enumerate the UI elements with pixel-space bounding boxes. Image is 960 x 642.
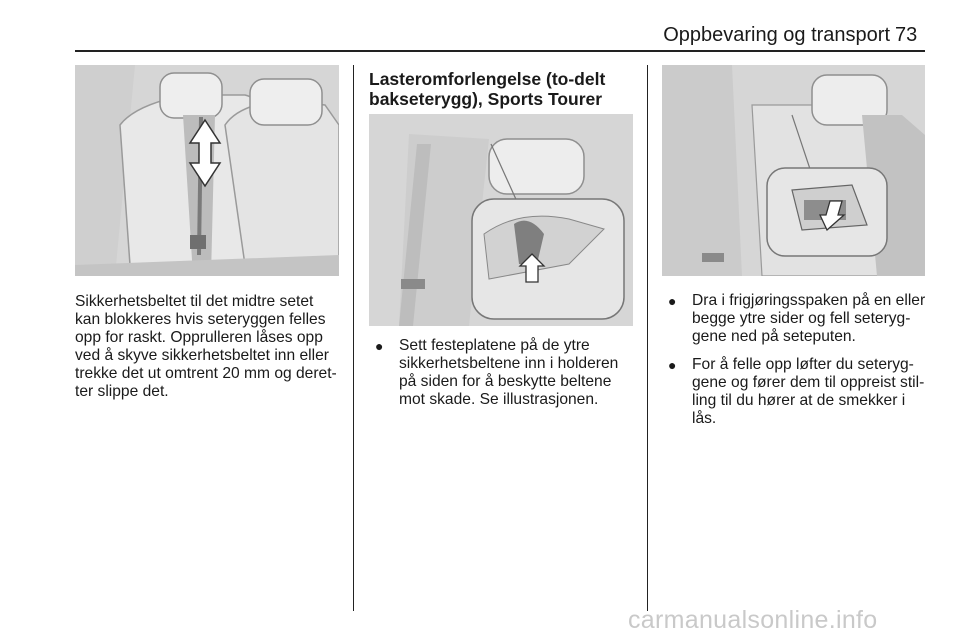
rear-seat-belt-height-arrow-illustration-icon <box>75 65 339 276</box>
figure-release-lever <box>662 65 925 276</box>
text-line: ling til du hører at de smekker i <box>692 392 906 409</box>
text-line: sikkerhetsbeltene inn i holderen <box>399 355 619 372</box>
text-line: Sett festeplatene på de ytre <box>399 337 590 354</box>
header-rule <box>75 50 925 52</box>
watermark-text: carmanualsonline.info <box>628 606 878 634</box>
heading-line: Lasteromforlengelse (to-delt <box>369 69 606 89</box>
column-divider-2 <box>647 65 648 611</box>
text-line: ved å skyve sikkerhetsbeltet inn eller <box>75 347 329 364</box>
text-line: begge ytre sider og fell seteryg- <box>692 310 911 327</box>
text-line: Dra i frigjøringsspaken på en eller <box>692 292 926 309</box>
bullet-list-column2 <box>369 337 644 419</box>
text-line: kan blokkeres hvis seteryggen felles <box>75 311 326 328</box>
page-number: 73 <box>895 24 918 46</box>
paragraph-seat-belt-middle <box>75 293 345 401</box>
figure-rear-seat-belt <box>75 65 339 276</box>
list-item <box>369 337 644 409</box>
text-line: For å felle opp løfter du seteryg- <box>692 356 914 373</box>
text-line: mot skade. Se illustrasjonen. <box>399 391 599 408</box>
section-heading <box>369 69 639 109</box>
figure-belt-holder <box>369 114 633 326</box>
list-item <box>662 356 930 428</box>
bullet-icon: ● <box>668 357 677 373</box>
text-line: gene ned på seteputen. <box>692 328 856 345</box>
bullet-icon: ● <box>668 293 677 309</box>
text-line: Sikkerhetsbeltet til det midtre setet <box>75 293 314 310</box>
bullet-list-column3 <box>662 292 930 438</box>
belt-holder-detail-illustration-icon <box>369 114 633 326</box>
heading-line: bakseterygg), Sports Tourer <box>369 89 603 109</box>
text-line: trekke det ut omtrent 20 mm og deret- <box>75 365 337 382</box>
release-lever-detail-illustration-icon <box>662 65 925 276</box>
text-line: lås. <box>692 410 717 427</box>
bullet-icon: ● <box>375 338 384 354</box>
text-line: opp for raskt. Opprulleren låses opp <box>75 329 323 346</box>
column-divider-1 <box>353 65 354 611</box>
text-line: på siden for å beskytte beltene <box>399 373 612 390</box>
text-line: gene og fører dem til oppreist stil- <box>692 374 925 391</box>
page-header-title: Oppbevaring og transport <box>663 24 890 46</box>
list-item <box>662 292 930 346</box>
text-line: ter slippe det. <box>75 383 169 400</box>
